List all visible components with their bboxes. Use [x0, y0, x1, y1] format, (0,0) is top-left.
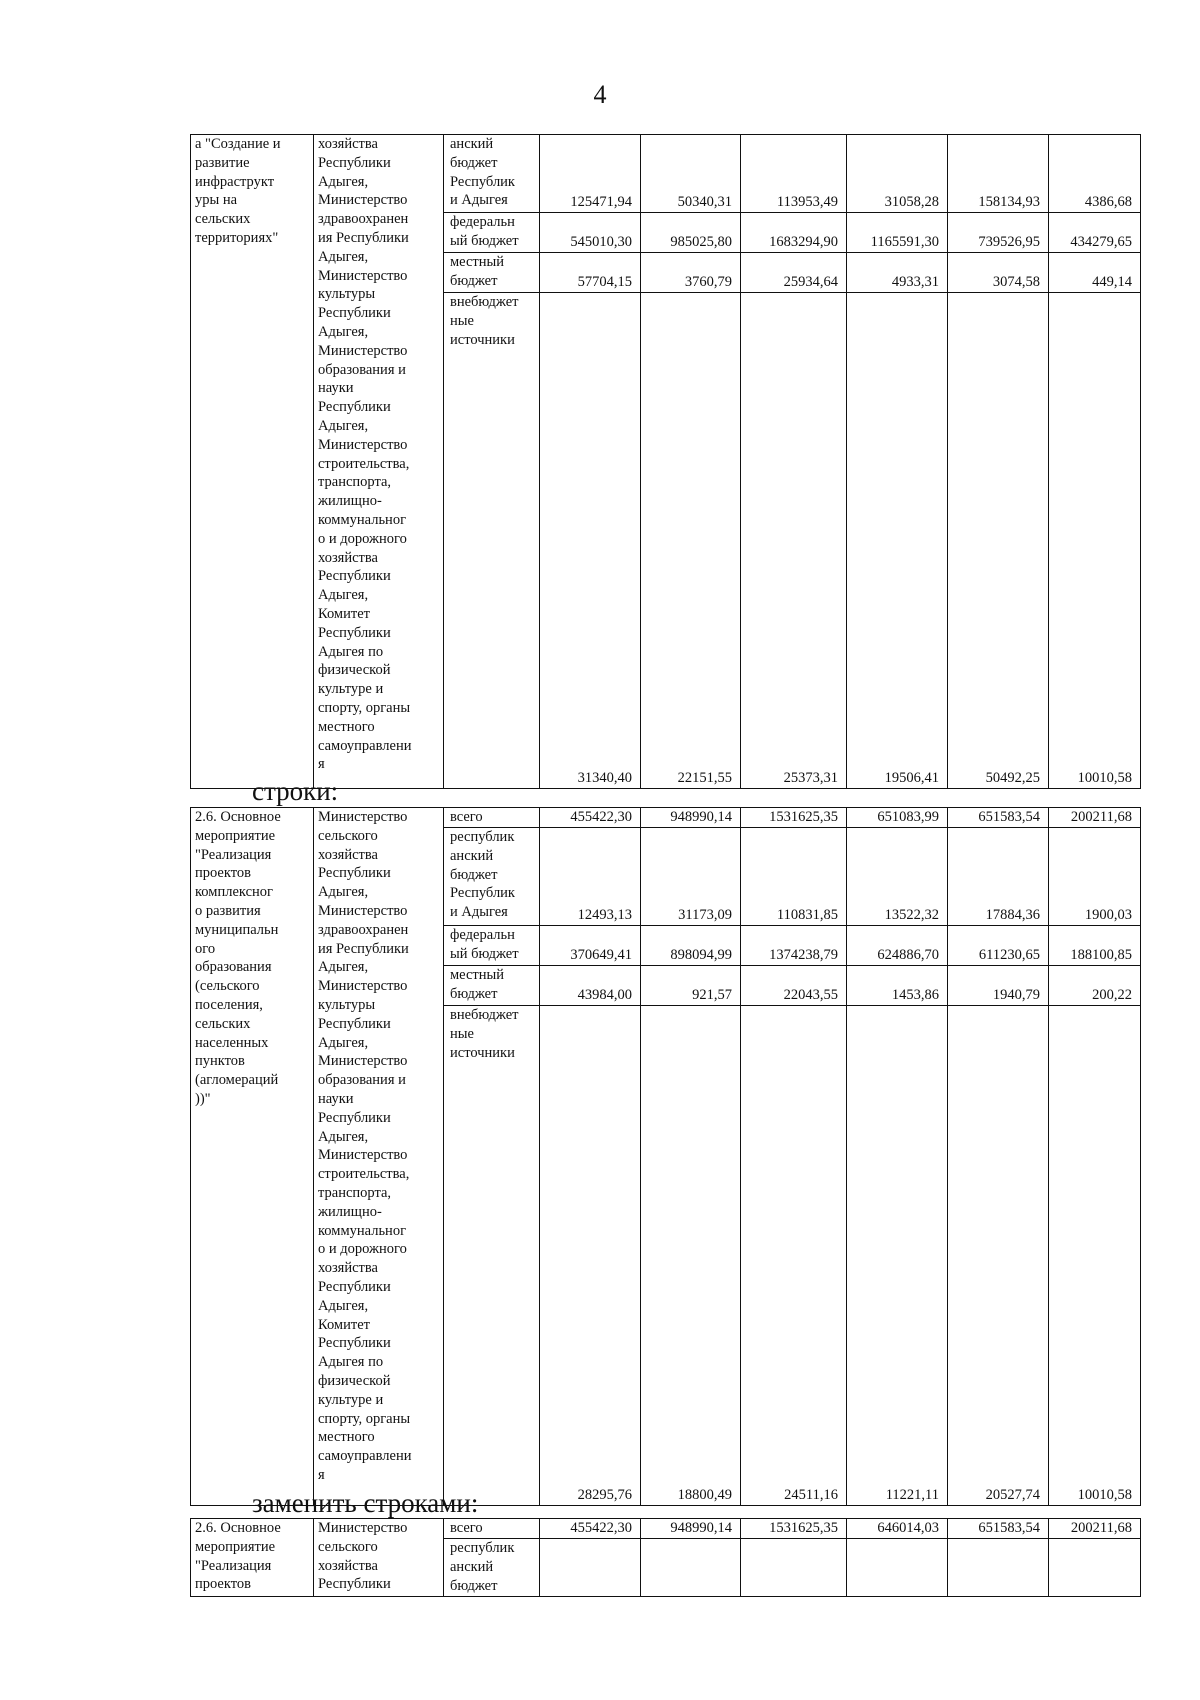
value-cell: 125471,94 [540, 135, 641, 213]
page-number: 4 [593, 80, 607, 109]
value-cell [540, 1539, 641, 1597]
source-federal: федеральн ый бюджет [444, 213, 540, 253]
value-cell: 12493,13 [540, 828, 641, 926]
value-cell: 370649,41 [540, 926, 641, 966]
value-cell: 188100,85 [1049, 926, 1141, 966]
value-cell: 28295,76 [540, 1006, 641, 1506]
value-cell: 57704,15 [540, 253, 641, 293]
table-top-continuation [190, 134, 1141, 789]
rows-heading: строки: [252, 776, 339, 806]
value-cell [948, 1539, 1049, 1597]
value-cell: 3760,79 [641, 253, 741, 293]
value-cell: 22151,55 [641, 293, 741, 789]
value-cell: 200,22 [1049, 966, 1141, 1006]
value-cell: 1165591,30 [847, 213, 948, 253]
value-cell: 20527,74 [948, 1006, 1049, 1506]
value-cell: 50492,25 [948, 293, 1049, 789]
executors-cell: Министерство сельского хозяйства Республики [314, 1519, 444, 1597]
value-cell: 50340,31 [641, 135, 741, 213]
source-local: местный бюджет [444, 966, 540, 1006]
value-cell: 1940,79 [948, 966, 1049, 1006]
source-republic: республик анский бюджет [444, 1539, 540, 1597]
table-old-rows [190, 807, 1141, 1506]
source-republic: анский бюджет Республик и Адыгея [444, 135, 540, 213]
value-cell: 10010,58 [1049, 293, 1141, 789]
value-cell: 158134,93 [948, 135, 1049, 213]
table-new-rows [190, 1518, 1141, 1597]
value-cell: 921,57 [641, 966, 741, 1006]
source-local: местный бюджет [444, 253, 540, 293]
value-cell: 948990,14 [641, 1519, 741, 1539]
value-cell: 18800,49 [641, 1006, 741, 1506]
source-federal: федеральн ый бюджет [444, 926, 540, 966]
value-cell: 11221,11 [847, 1006, 948, 1506]
value-cell: 1374238,79 [741, 926, 847, 966]
value-cell: 624886,70 [847, 926, 948, 966]
executors-cell: хозяйства Республики Адыгея, Министерство здравоохранен ия Республики Адыгея, Министерство культуры Республики Адыгея, Министерство образования и науки Республики Адыгея, Министерство строительства, транспорта, жилищно- коммунальног о и дорожного хозяйства Республики Адыгея, Комитет Республики Адыгея по физической культуре и спорту, органы местного самоуправлени я [314, 135, 444, 789]
value-cell: 19506,41 [847, 293, 948, 789]
source-total: всего [444, 1519, 540, 1539]
value-cell: 545010,30 [540, 213, 641, 253]
activity-cell: 2.6. Основное мероприятие "Реализация проектов комплексног о развития муниципальн ого образования (сельского поселения, сельских населенных пунктов (агломераций ))" [191, 808, 314, 1506]
value-cell: 898094,99 [641, 926, 741, 966]
value-cell: 651583,54 [948, 808, 1049, 828]
value-cell: 200211,68 [1049, 1519, 1141, 1539]
value-cell: 200211,68 [1049, 808, 1141, 828]
value-cell: 25373,31 [741, 293, 847, 789]
value-cell: 25934,64 [741, 253, 847, 293]
value-cell: 611230,65 [948, 926, 1049, 966]
value-cell: 985025,80 [641, 213, 741, 253]
value-cell: 434279,65 [1049, 213, 1141, 253]
value-cell: 1531625,35 [741, 808, 847, 828]
value-cell: 17884,36 [948, 828, 1049, 926]
value-cell: 1531625,35 [741, 1519, 847, 1539]
value-cell: 3074,58 [948, 253, 1049, 293]
value-cell: 13522,32 [847, 828, 948, 926]
value-cell: 651583,54 [948, 1519, 1049, 1539]
value-cell [1049, 1539, 1141, 1597]
source-offbudget: внебюджет ные источники [444, 1006, 540, 1506]
value-cell [847, 1539, 948, 1597]
value-cell: 1453,86 [847, 966, 948, 1006]
value-cell: 651083,99 [847, 808, 948, 828]
value-cell: 10010,58 [1049, 1006, 1141, 1506]
source-total: всего [444, 808, 540, 828]
value-cell: 455422,30 [540, 1519, 641, 1539]
activity-cell: а "Создание и развитие инфраструкт уры на сельских территориях" [191, 135, 314, 789]
value-cell: 948990,14 [641, 808, 741, 828]
value-cell: 110831,85 [741, 828, 847, 926]
value-cell: 4386,68 [1049, 135, 1141, 213]
value-cell [641, 1539, 741, 1597]
value-cell: 1900,03 [1049, 828, 1141, 926]
value-cell: 646014,03 [847, 1519, 948, 1539]
value-cell [741, 1539, 847, 1597]
source-republic: республик анский бюджет Республик и Адыгея [444, 828, 540, 926]
value-cell: 43984,00 [540, 966, 641, 1006]
replace-heading: заменить строками: [252, 1488, 479, 1518]
value-cell: 113953,49 [741, 135, 847, 213]
value-cell: 22043,55 [741, 966, 847, 1006]
value-cell: 739526,95 [948, 213, 1049, 253]
value-cell: 449,14 [1049, 253, 1141, 293]
value-cell: 31340,40 [540, 293, 641, 789]
value-cell: 4933,31 [847, 253, 948, 293]
executors-cell: Министерство сельского хозяйства Республики Адыгея, Министерство здравоохранен ия Республики Адыгея, Министерство культуры Республики Адыгея, Министерство образования и науки Республики Адыгея, Министерство строительства, транспорта, жилищно- коммунальног о и дорожного хозяйства Республики Адыгея, Комитет Республики Адыгея по физической культуре и спорту, органы местного самоуправлени я [314, 808, 444, 1506]
source-offbudget: внебюджет ные источники [444, 293, 540, 789]
value-cell: 24511,16 [741, 1006, 847, 1506]
value-cell: 455422,30 [540, 808, 641, 828]
value-cell: 31173,09 [641, 828, 741, 926]
value-cell: 1683294,90 [741, 213, 847, 253]
value-cell: 31058,28 [847, 135, 948, 213]
activity-cell: 2.6. Основное мероприятие "Реализация проектов [191, 1519, 314, 1597]
